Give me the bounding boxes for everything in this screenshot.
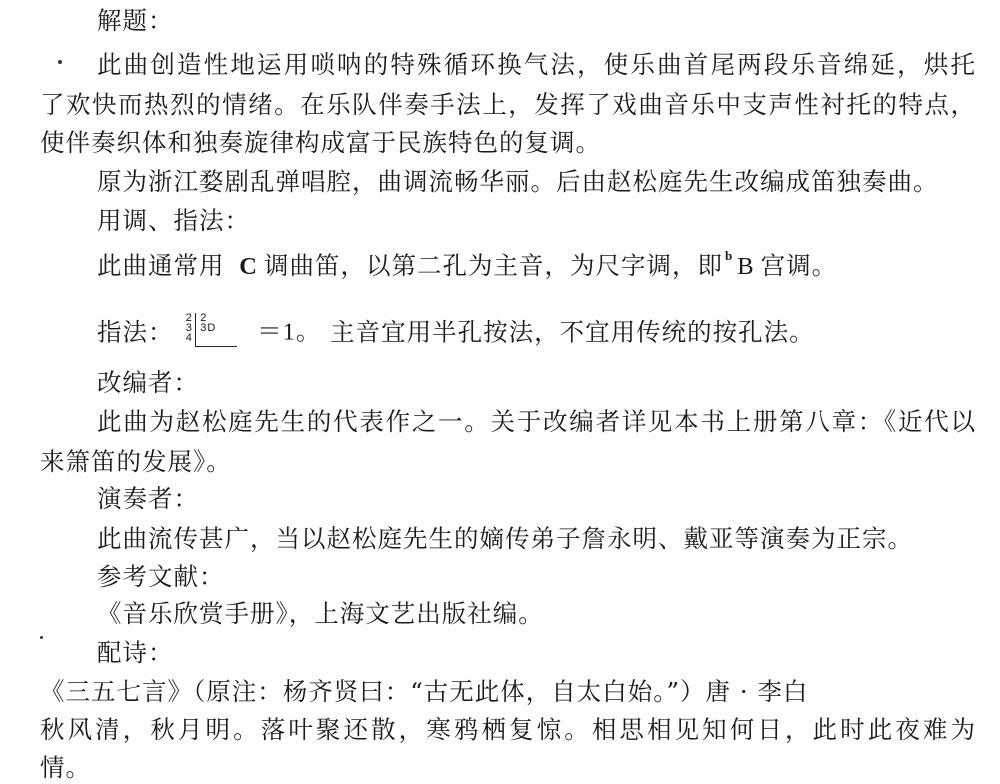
fingering-digit: 2: [200, 311, 208, 324]
paragraph-line: 来箫笛的发展》。: [40, 447, 232, 476]
heading-yongdiao: 用调、指法：: [97, 206, 250, 235]
key-text-end: 宫调。: [760, 251, 838, 280]
fingering-left-column: [184, 313, 194, 343]
heading-yanzou: 演奏者：: [97, 484, 199, 513]
fingering-equals: ＝1。: [257, 318, 322, 346]
key-text-start: 此曲通常用: [97, 251, 225, 280]
key-letter: C: [239, 253, 258, 280]
paragraph-line: 了欢快而热烈的情绪。在乐队伴奏手法上，发挥了戏曲音乐中支声性衬托的特点，: [40, 90, 976, 119]
flat-sign: b: [725, 248, 734, 263]
key-sentence: [0, 250, 1000, 286]
poem-line: 情。: [40, 753, 91, 782]
paragraph-line: 此曲为赵松庭先生的代表作之一。关于改编者详见本书上册第八章：《近代以: [97, 407, 976, 436]
fingering-underline: [195, 346, 237, 347]
heading-gaibian: 改编者：: [97, 368, 199, 397]
paragraph-line: 此曲流传甚广，当以赵松庭先生的嫡传弟子詹永明、戴亚等演奏为正宗。: [97, 524, 913, 553]
fingering-digit: 4: [185, 331, 193, 344]
key-text-middle: 调曲笛，以第二孔为主音，为尺字调，即: [264, 251, 723, 280]
fingering-line: [0, 311, 1000, 353]
heading-peishi: 配诗：: [97, 638, 174, 667]
heading-jieti: 解题：: [97, 6, 174, 35]
fingering-diagram: [182, 313, 238, 353]
paragraph-line: 使伴奏织体和独奏旋律构成富于民族特色的复调。: [40, 128, 601, 157]
fingering-divider: [195, 313, 196, 347]
fingering-digit: 2: [185, 311, 193, 324]
heading-cankao: 参考文献：: [97, 562, 225, 591]
fingering-label: 指法：: [97, 317, 174, 347]
poem-title: 《三五七言》（原注：杨齐贤曰：“古无此体，自太白始。”）唐 · 李白: [40, 677, 809, 706]
poem-line: 秋风清，秋月明。落叶聚还散，寒鸦栖复惊。相思相见知何日，此时此夜难为: [40, 715, 976, 744]
fingering-text: 主音宜用半孔按法，不宜用传统的按孔法。: [330, 317, 815, 347]
paragraph-line: 此曲创造性地运用唢呐的特殊循环换气法，使乐曲首尾两段乐音绵延，烘托: [97, 50, 976, 79]
fingering-right-column: [200, 313, 216, 333]
key-note: B: [737, 253, 755, 280]
fingering-digit: 3: [185, 321, 193, 334]
paragraph-line: 原为浙江婺剧乱弹唱腔，曲调流畅华丽。后由赵松庭先生改编成笛独奏曲。: [97, 167, 939, 196]
reference-item: 《音乐欣赏手册》，上海文艺出版社编。: [97, 599, 544, 628]
fingering-digit: 3D: [200, 321, 217, 334]
